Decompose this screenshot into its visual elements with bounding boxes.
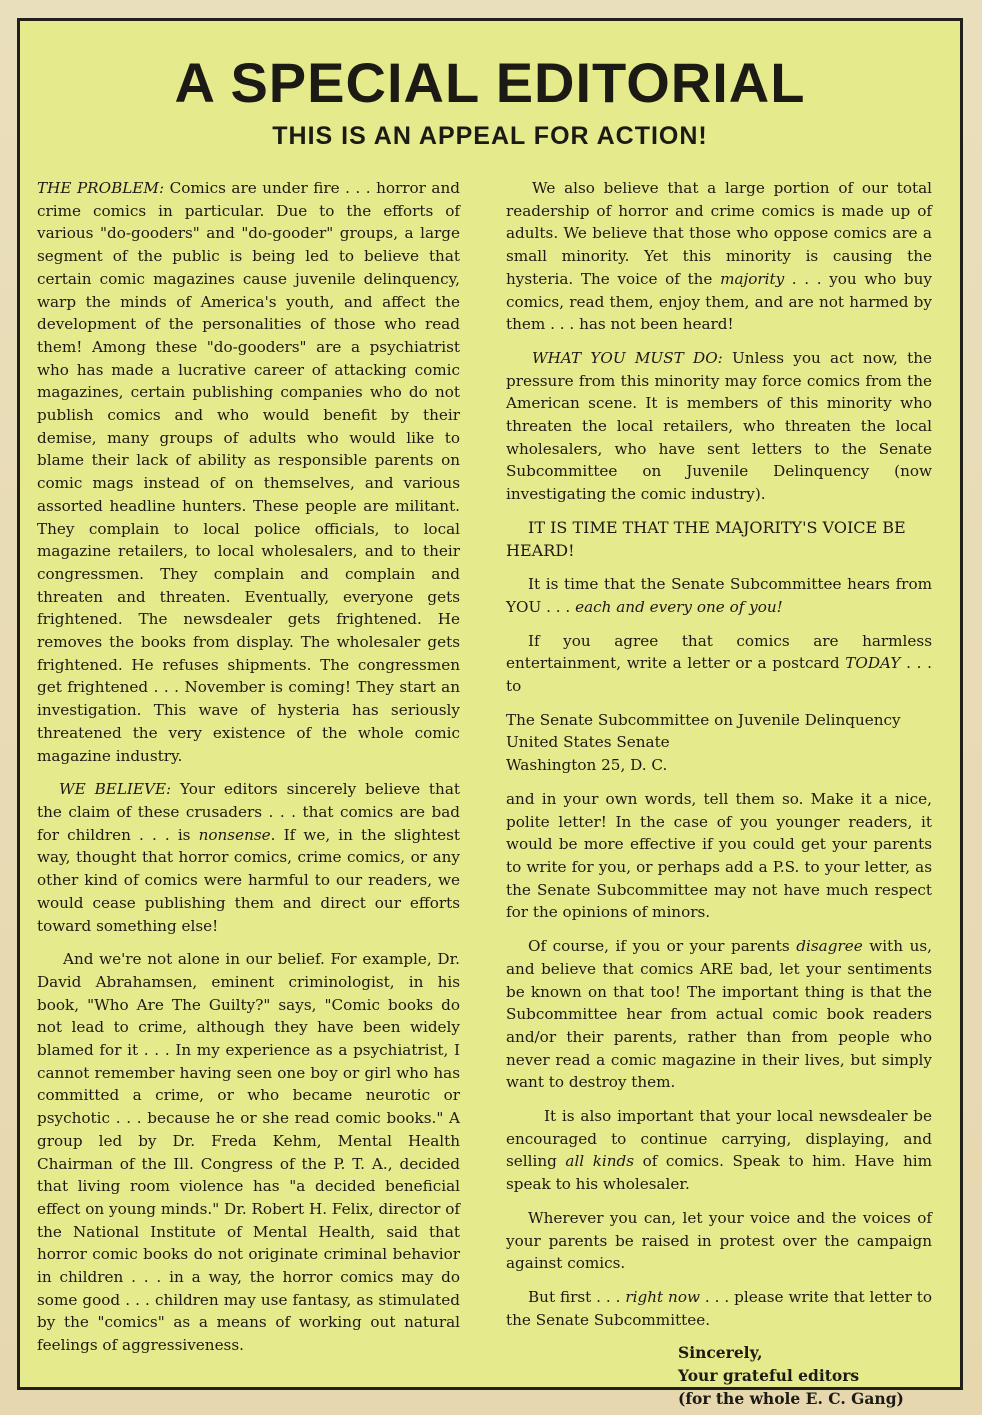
hears-from-you-text: It is time that the Senate Subcommittee hears from YOU . . . bbox=[506, 575, 932, 616]
write-today-text-end: . . . to bbox=[506, 654, 932, 696]
signoff-line-3: (for the whole E. C. Gang) bbox=[678, 1388, 904, 1408]
nonsense-emphasis: nonsense bbox=[198, 825, 271, 844]
what-you-must-do-paragraph bbox=[506, 347, 932, 506]
also-believe-text-end: . . . you who buy comics, read them, enjoy them, and are not harmed by them . . . has not been heard! bbox=[506, 269, 933, 334]
right-now-emphasis: right now bbox=[625, 1287, 700, 1306]
newsdealer-text-end: of comics. Speak to him. Have him speak to his wholesaler. bbox=[506, 1152, 932, 1194]
disagree-paragraph bbox=[506, 935, 932, 1094]
address-line-1: The Senate Subcommittee on Juvenile Delinquency bbox=[506, 710, 901, 729]
write-today-paragraph bbox=[506, 630, 932, 698]
editorial-panel bbox=[17, 18, 963, 1408]
newsdealer-paragraph bbox=[506, 1105, 932, 1196]
also-believe-paragraph bbox=[506, 177, 932, 336]
write-now-text-end: . . . please write that letter to the Senate Subcommittee. bbox=[506, 1287, 932, 1329]
not-alone-paragraph: And we're not alone in our belief. For example, Dr. David Abrahamsen, eminent criminologist, in his book, "Who Are The Guilty?" says, "Comic books do not lead to crime, although they have been widely blamed for it . . . In my experience as a psychiatrist, I cannot remember having seen one boy or girl who has committed a crime, or who became neurotic or psychotic . . . because he or she read comic books." A group led by Dr. Freda Kehm, Mental Health Chairman of the Ill. Congress of the P. T. A., decided that living room violence has "a decided beneficial effect on young minds." Dr. Robert H. Felix, director of the National Institute of Mental Health, said that horror comic books do not originate criminal behavior in children . . . in a way, the horror comics may do some good . . . children may use fantasy, as stimulated by the "comics" as a means of working out natural feelings of aggressiveness. bbox=[37, 950, 460, 1355]
problem-heading: THE PROBLEM: bbox=[37, 179, 165, 197]
today-emphasis: TODAY bbox=[845, 654, 901, 673]
signoff bbox=[678, 1342, 932, 1410]
problem-text: Comics are under fire . . . horror and crime comics in particular. Due to the efforts of various "do-gooders" and "do-gooder" groups, a large segment of the public is being led to believe that certain comic magazines cause juvenile delinquency, warp the minds of America's youth, and affect the development of the personalities of those who read them! Among these "do-gooders" are a psychiatrist who has made a lucrative career of attacking comic magazines, certain publishing companies who do not publish comics and who would benefit by their demise, many groups of adults who would like to blame their lack of ability as responsible parents on comic mags instead of on themselves, and various assorted headline hunters. These people are militant. They complain to local police officials, to local magazine retailers, to local wholesalers, and to their congressmen. They complain and complain and threaten and threaten. Eventually, everyone gets frightened. The newsdealer gets frightened. He removes the books from display. The wholesaler gets frightened. He refuses shipments. The congressmen get frightened . . . November is coming! They start an investigation. This wave of hysteria has seriously threatened the very existence of the whole comic magazine industry. bbox=[37, 179, 460, 765]
own-words-paragraph: and in your own words, tell them so. Make it a nice, polite letter! In the case of you younger readers, it would be more effective if you could get your parents to write for you, or perhaps add a P.S. to your letter, as the Senate Subcommittee may not have much respect for the opinions of minors. bbox=[506, 789, 932, 922]
write-now-text: But first . . . bbox=[528, 1287, 626, 1306]
newsdealer-text: It is also important that your local newsdealer be encouraged to continue carrying, displaying, and selling bbox=[506, 1107, 932, 1171]
write-today-text: If you agree that comics are harmless entertainment, write a letter or a postcard bbox=[506, 631, 932, 673]
address-line-2: United States Senate bbox=[506, 733, 670, 752]
disagree-text-end: with us, and believe that comics ARE bad, let your sentiments be known on that too! The important thing is that the Subcommittee hear from actual comic book readers and/or their parents, rather than from people who never read a comic magazine in their lives, but simply want to destroy them. bbox=[506, 937, 932, 1092]
editorial-subtitle: THIS IS AN APPEAL FOR ACTION! bbox=[272, 122, 708, 150]
problem-paragraph bbox=[37, 177, 460, 767]
we-believe-heading: WE BELIEVE: bbox=[59, 780, 172, 799]
we-believe-paragraph bbox=[37, 778, 460, 937]
all-kinds-emphasis: all kinds bbox=[565, 1152, 635, 1171]
address-line-3: Washington 25, D. C. bbox=[506, 756, 668, 775]
hears-from-you-paragraph bbox=[506, 573, 932, 618]
majority-emphasis: majority bbox=[720, 269, 785, 288]
we-believe-text-end: . If we, in the slightest way, thought that horror comics, crime comics, or any other kind of comics were harmful to our readers, we would cease publishing them and direct our efforts toward something else! bbox=[37, 825, 460, 935]
write-now-paragraph bbox=[506, 1286, 932, 1331]
right-column bbox=[506, 177, 932, 1410]
we-believe-text: Your editors sincerely believe that the claim of these crusaders . . . that comics are bad for children . . . is bbox=[37, 780, 460, 844]
what-you-must-do-text: Unless you act now, the pressure from this minority may force comics from the American scene. It is members of this minority who threaten the local retailers, who threaten the local wholesalers, who have sent letters to the Senate Subcommittee on Juvenile Delinquency (now investigating the comic industry). bbox=[506, 348, 932, 504]
editorial-title: A SPECIAL EDITORIAL bbox=[174, 51, 806, 114]
what-you-must-do-heading: WHAT YOU MUST DO: bbox=[532, 348, 723, 367]
majority-voice-heading: IT IS TIME THAT THE MAJORITY'S VOICE BE HEARD! bbox=[506, 517, 906, 560]
mailing-address bbox=[506, 709, 932, 777]
left-column bbox=[37, 177, 460, 1357]
disagree-text: Of course, if you or your parents bbox=[528, 937, 797, 956]
signoff-line-2: Your grateful editors bbox=[678, 1366, 860, 1386]
disagree-emphasis: disagree bbox=[796, 937, 863, 956]
wherever-paragraph: Wherever you can, let your voice and the voices of your parents be raised in protest over the campaign against comics. bbox=[506, 1208, 932, 1273]
also-believe-text: We also believe that a large portion of our total readership of horror and crime comics is made up of adults. We believe that those who oppose comics are a small minority. Yet this minority is causing the hysteria. The voice of the bbox=[506, 179, 932, 288]
signoff-line-1: Sincerely, bbox=[678, 1343, 763, 1363]
each-and-every-emphasis: each and every one of you! bbox=[575, 597, 783, 616]
